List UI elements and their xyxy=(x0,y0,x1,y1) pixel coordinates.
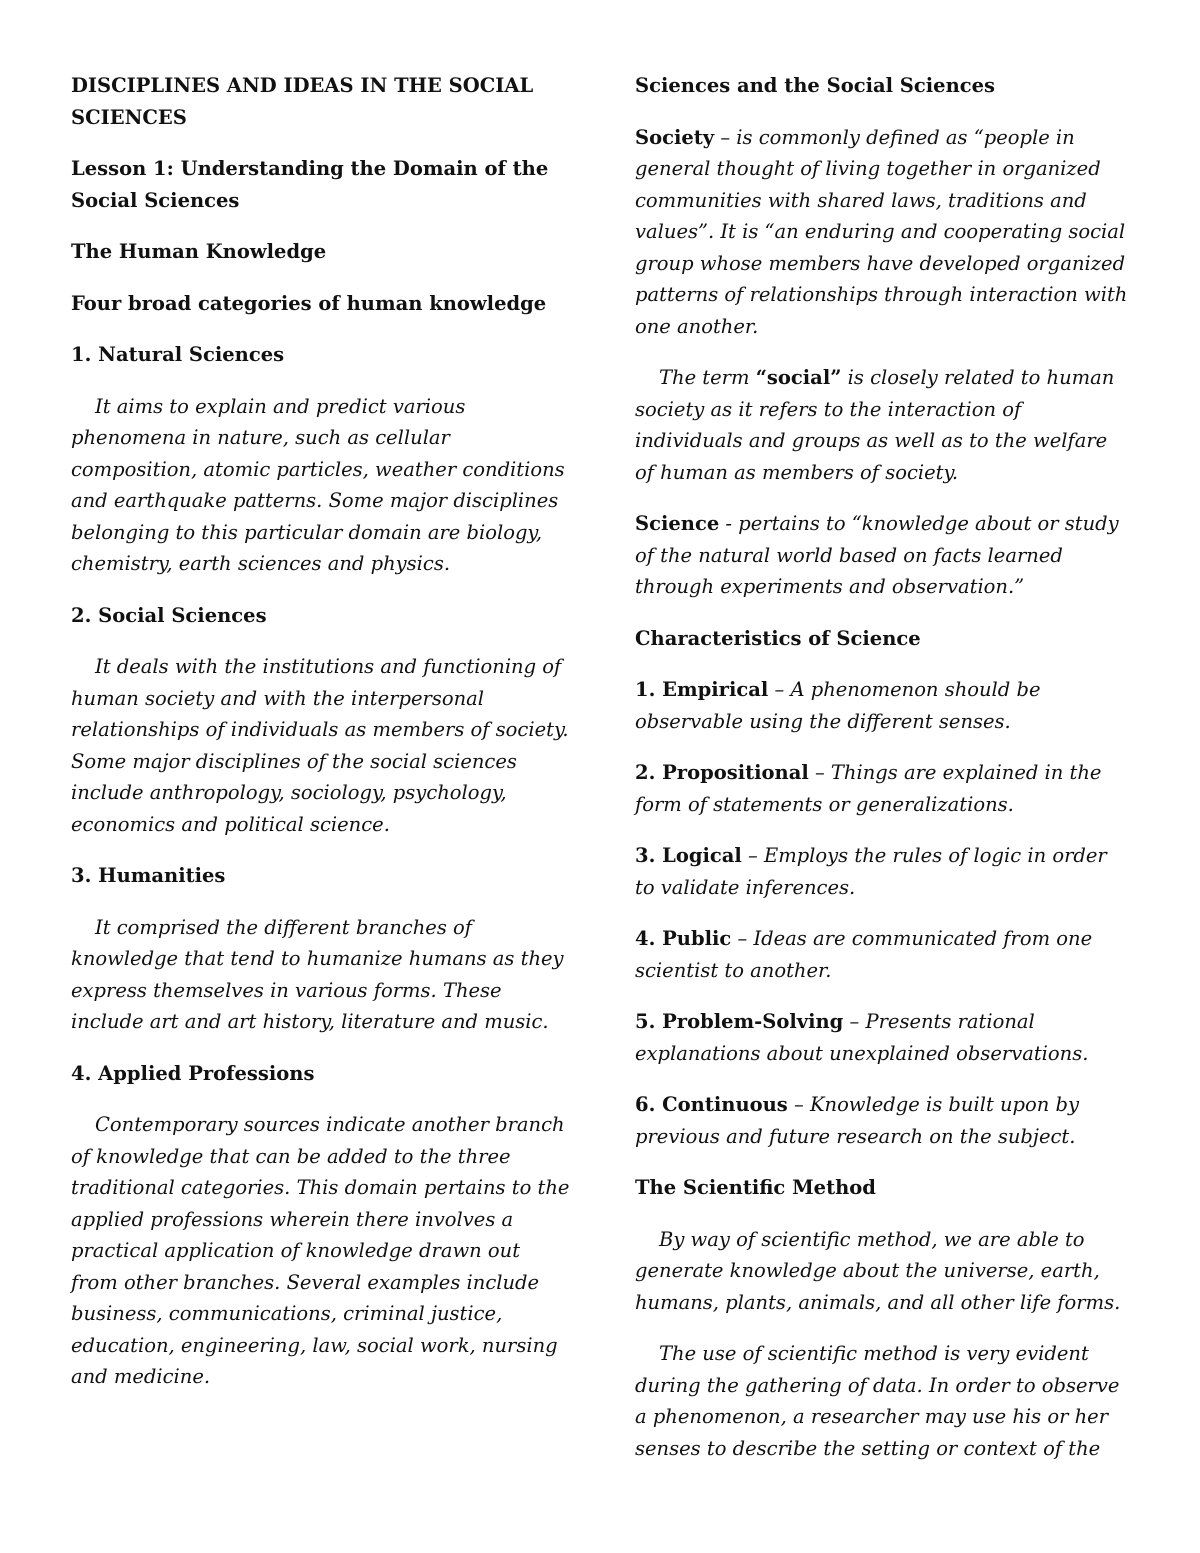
document-title: DISCIPLINES AND IDEAS IN THE SOCIAL SCIENCES xyxy=(71,74,534,129)
section-heading-human-knowledge: The Human Knowledge xyxy=(71,240,327,263)
category-body-humanities: It comprised the different branches of knowledge that tend to humanize humans as they express themselves in various forms. These include art and art history, literature and music. xyxy=(71,915,564,1033)
characteristic-item xyxy=(635,674,1130,737)
characteristic-text: – Things are explained in the form of statements or generalizations. xyxy=(635,761,1102,816)
category-body-natural-sciences: It aims to explain and predict various phenomena in nature, such as cellular composition, atomic particles, weather conditions and earthquake patterns. Some major disciplines belonging to this particular domain are biology, chemistry, earth sciences and physics. xyxy=(71,394,565,575)
characteristic-label: 6. Continuous xyxy=(635,1093,788,1116)
scientific-method-paragraph-2: The use of scientific method is very evident during the gathering of data. In order to observe a phenomenon, a researcher may use his or her senses to describe the setting or context of the xyxy=(635,1342,1120,1460)
social-before: The term xyxy=(659,366,756,389)
right-column xyxy=(635,70,1130,1464)
characteristic-item xyxy=(635,1006,1130,1069)
science-term: Science xyxy=(635,512,720,535)
society-definition-text: – is commonly defined as “people in general thought of living together in organized communities with shared laws, traditions and values”. It is “an enduring and cooperating social group whose members have developed organized patterns of relationships through interaction with one another. xyxy=(635,125,1128,338)
scientific-method-paragraph-1: By way of scientific method, we are able to generate knowledge about the universe, earth, humans, plants, animals, and all other life forms. xyxy=(635,1227,1121,1314)
characteristic-item xyxy=(635,923,1130,986)
characteristic-text: – Ideas are communicated from one scientist to another. xyxy=(635,927,1093,982)
characteristic-label: 4. Public xyxy=(635,927,732,950)
characteristic-item xyxy=(635,1089,1130,1152)
characteristic-item xyxy=(635,757,1130,820)
left-column xyxy=(71,70,571,1393)
characteristic-label: 5. Problem-Solving xyxy=(635,1010,844,1033)
society-definition xyxy=(635,122,1130,343)
lesson-title: Lesson 1: Understanding the Domain of the Social Sciences xyxy=(71,157,549,212)
category-body-social-sciences: It deals with the institutions and functioning of human society and with the interpersonal relationships of individuals as members of society. Some major disciplines of the social sciences include anthropology, sociology, psychology, economics and political science. xyxy=(71,655,569,836)
category-body-applied-professions: Contemporary sources indicate another branch of knowledge that can be added to the three traditional categories. This domain pertains to the applied professions wherein there involves a practical application of knowledge drawn out from other branches. Several examples include business, communications, criminal justice, education, engineering, law, social work, nursing and medicine. xyxy=(71,1113,570,1388)
characteristic-item xyxy=(635,840,1130,903)
category-heading-social-sciences: 2. Social Sciences xyxy=(71,603,267,627)
characteristics-heading: Characteristics of Science xyxy=(635,626,921,650)
social-after: is closely related to human society as it refers to the interaction of individuals and groups as well as to the welfare of human as members of society. xyxy=(635,366,1115,484)
characteristic-label: 2. Propositional xyxy=(635,761,809,784)
scientific-method-heading: The Scientific Method xyxy=(635,1176,876,1199)
characteristic-text: – Employs the rules of logic in order to validate inferences. xyxy=(635,844,1107,899)
society-term: Society xyxy=(635,125,715,149)
category-heading-humanities: 3. Humanities xyxy=(71,864,226,887)
characteristic-label: 1. Empirical xyxy=(635,678,769,701)
section-heading-four-categories: Four broad categories of human knowledge xyxy=(71,291,547,315)
social-term: “social” xyxy=(755,366,842,389)
social-term-paragraph xyxy=(635,362,1130,488)
characteristic-text: – A phenomenon should be observable using the different senses. xyxy=(635,678,1041,733)
category-heading-natural-sciences: 1. Natural Sciences xyxy=(71,343,285,366)
section-heading-sciences-social-sciences: Sciences and the Social Sciences xyxy=(635,74,996,97)
category-heading-applied-professions: 4. Applied Professions xyxy=(71,1061,315,1085)
characteristic-label: 3. Logical xyxy=(635,844,742,867)
characteristic-text: – Knowledge is built upon by previous and future research on the subject. xyxy=(635,1093,1080,1148)
science-definition xyxy=(635,508,1130,603)
science-definition-text: - pertains to “knowledge about or study of the natural world based on facts learned through experiments and observation.” xyxy=(635,512,1119,598)
characteristic-text: – Presents rational explanations about unexplained observations. xyxy=(635,1010,1089,1065)
